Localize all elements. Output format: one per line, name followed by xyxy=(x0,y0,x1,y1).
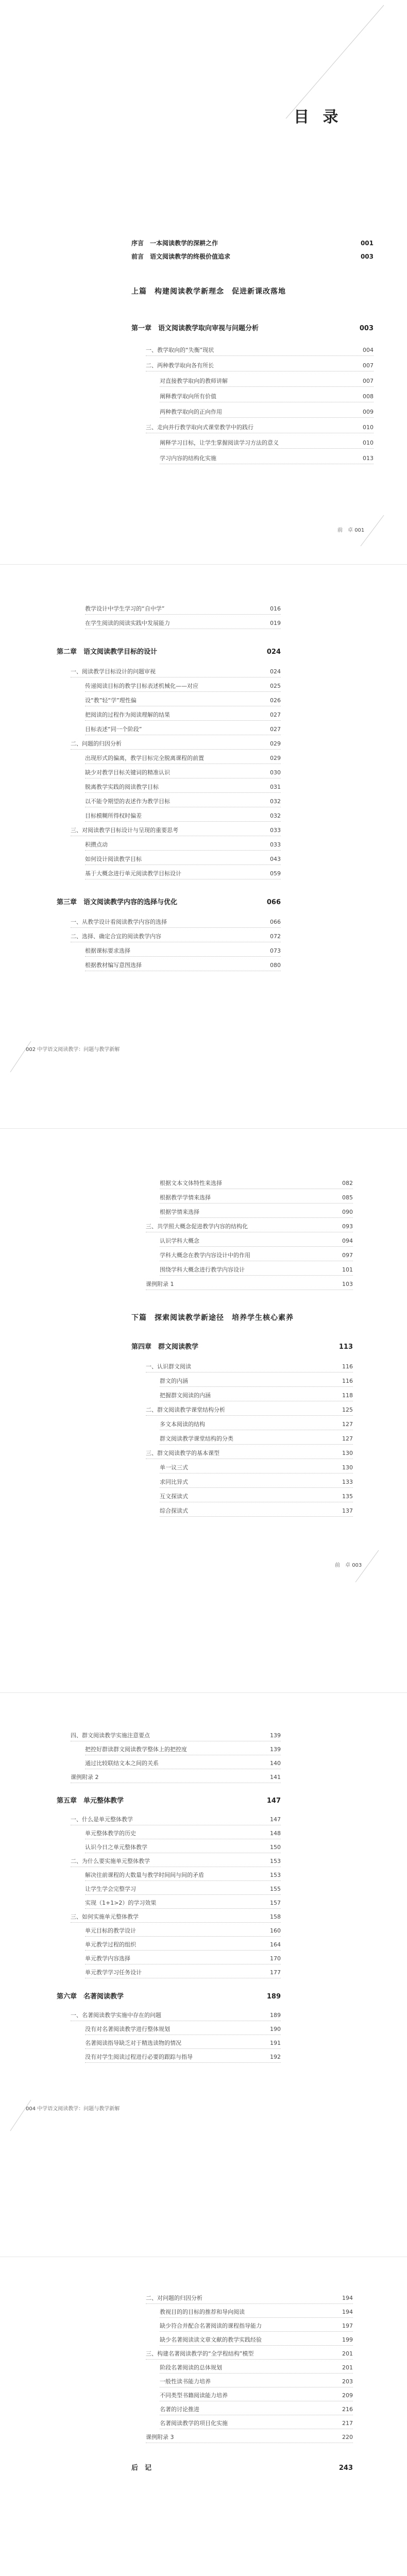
entry-title: 把握群文阅读的内涵 xyxy=(160,1391,213,1401)
entry-title: 四、群文阅读教学实施注意要点 xyxy=(71,1731,152,1741)
entry-page: 016 xyxy=(268,604,281,614)
entry-title: 教学设计中学生学习的“自中学” xyxy=(85,604,166,614)
entry-page: 220 xyxy=(340,2432,353,2443)
entry-title: 两种教学取向的正向作用 xyxy=(160,407,224,417)
entry-page: 197 xyxy=(340,2321,353,2331)
entry-page: 147 xyxy=(265,1796,281,1806)
entry-title: 教视目的的目标的推荐和导向阅读 xyxy=(160,2307,247,2317)
entry-title: 一、教学取向的“失衡”现状 xyxy=(146,345,216,355)
entry-page: 139 xyxy=(268,1731,281,1741)
entry-title: 课例附录 2 xyxy=(71,1772,101,1783)
entry-page: 157 xyxy=(268,1898,281,1908)
entry-title: 缺少符合并配合名著阅读的课程指导能力 xyxy=(160,2321,264,2331)
entry-title: 把阅读的过程作为阅读理解的结果 xyxy=(85,710,172,720)
entry-title: 一般性读书能力培养 xyxy=(160,2377,213,2387)
entry-title: 互文探读式 xyxy=(160,1492,190,1502)
entry-title: 单元教学学习任务设计 xyxy=(85,1968,144,1978)
entry-page: 201 xyxy=(340,2363,353,2373)
entry-page: 103 xyxy=(340,1279,353,1290)
entry-title: 根据学情来选择 xyxy=(160,1207,201,1217)
footer-page-number: 002 xyxy=(26,1047,36,1053)
entry-page: 137 xyxy=(340,1506,353,1516)
entry-title: 在学生阅读的阅读实践中发展能力 xyxy=(85,618,172,629)
entry-page: 029 xyxy=(268,739,281,749)
toc-page-4 xyxy=(0,1693,407,2257)
entry-page: 209 xyxy=(340,2391,353,2401)
entry-title: 阐释学习目标，让学生掌握阅读学习方法的意义 xyxy=(160,438,281,448)
toc-page-2 xyxy=(0,565,407,1128)
entry-title: 阶段名著阅读的总体规划 xyxy=(160,2363,224,2373)
entry-page: 140 xyxy=(268,1758,281,1769)
entry-title: 脱离教学实践的阅读教学目标 xyxy=(85,782,161,792)
entry-page: 080 xyxy=(268,960,281,971)
entry-page: 019 xyxy=(268,618,281,629)
entry-title: 单元教学过程的组织 xyxy=(85,1940,138,1950)
entry-page: 003 xyxy=(359,251,374,262)
toc-page-3 xyxy=(0,1129,407,1692)
entry-title: 三、走向并行教学取向式课堂教学中的践行 xyxy=(146,422,256,433)
entry-title: 二、问题的归因分析 xyxy=(71,739,124,749)
entry-page: 059 xyxy=(268,869,281,879)
entry-title: 根据教材编写意图选择 xyxy=(85,960,144,971)
entry-page: 026 xyxy=(268,696,281,706)
entry-title: 对直接教学取向的教师讲解 xyxy=(160,376,230,386)
entry-title: 实现（1+1>2）的学习效果 xyxy=(85,1898,158,1908)
entry-title: 第六章 名著阅读教学 xyxy=(57,1992,126,2002)
entry-title: 出现形式的偏离，教学目标完全脱离课程的前置 xyxy=(85,753,206,764)
entry-title: 三、构建名著阅读教学的“全学程结构”模型 xyxy=(146,2349,256,2359)
entry-page: 216 xyxy=(340,2404,353,2415)
entry-title: 学科大概念在教学内容设计中的作用 xyxy=(160,1250,252,1261)
entry-title: 三、对阅读教学目标设计与呈现的重要思考 xyxy=(71,825,180,836)
entry-title: 单一议三式 xyxy=(160,1463,190,1473)
entry-title: 根据课标要求选择 xyxy=(85,946,132,956)
entry-page: 135 xyxy=(340,1492,353,1502)
entry-page: 030 xyxy=(268,768,281,778)
footer-label: 前 卓 xyxy=(335,1563,350,1568)
entry-title: 一、什么是单元整体教学 xyxy=(71,1815,135,1825)
entry-page: 189 xyxy=(268,2010,281,2021)
entry-page: 130 xyxy=(340,1448,353,1459)
entry-page: 072 xyxy=(268,931,281,942)
entry-title: 一、认识群文阅读 xyxy=(146,1362,193,1372)
entry-page: 031 xyxy=(268,782,281,792)
entry-page: 032 xyxy=(268,796,281,807)
entry-title: 三、群文阅读教学的基本课型 xyxy=(146,1448,222,1459)
entry-title: 多文本阅读的结构 xyxy=(160,1419,207,1430)
footer-label: 前 卓 xyxy=(337,528,353,533)
entry-title: 没有对学生阅读过程进行必要的跟踪与指导 xyxy=(85,2052,195,2062)
footer-diagonal-line xyxy=(0,565,407,1128)
entry-page: 009 xyxy=(361,407,374,417)
entry-title: 认识学科大概念 xyxy=(160,1236,201,1246)
entry-page: 025 xyxy=(268,681,281,691)
entry-title: 第五章 单元整体教学 xyxy=(57,1796,126,1806)
entry-title: 传递阅读目标的教学目标表述机械化——对应 xyxy=(85,681,200,691)
entry-page: 010 xyxy=(361,438,374,448)
part-two-heading: 下篇 探索阅读教学新途径 培养学生核心素养 xyxy=(131,1314,294,1322)
entry-page: 148 xyxy=(268,1828,281,1839)
toc-page-5 xyxy=(0,2257,407,2576)
entry-page: 116 xyxy=(340,1362,353,1372)
entry-page: 130 xyxy=(340,1463,353,1473)
entry-page: 127 xyxy=(340,1434,353,1444)
entry-page: 113 xyxy=(337,1342,353,1352)
entry-title: 基于大概念进行单元阅读教学目标设计 xyxy=(85,869,183,879)
entry-title: 把控好群读群文阅读教学整体上的把控度 xyxy=(85,1744,189,1755)
entry-title: 阐释教学取向所有价值 xyxy=(160,392,218,402)
entry-title: 设“教”轻“学”理性偏 xyxy=(85,696,139,706)
entry-page: 001 xyxy=(359,238,374,248)
entry-page: 164 xyxy=(268,1940,281,1950)
entry-page: 139 xyxy=(268,1744,281,1755)
entry-title: 单元整体教学的历史 xyxy=(85,1828,138,1839)
entry-page: 141 xyxy=(268,1772,281,1783)
entry-page: 127 xyxy=(340,1419,353,1430)
entry-title: 求同比异式 xyxy=(160,1477,190,1487)
toc-heading: 目 录 xyxy=(294,108,343,126)
entry-page: 150 xyxy=(268,1842,281,1853)
entry-title: 缺少对教学目标关键词的精准认识 xyxy=(85,768,172,778)
entry-page: 153 xyxy=(268,1870,281,1880)
entry-page: 093 xyxy=(340,1222,353,1232)
entry-page: 003 xyxy=(358,324,374,334)
entry-title: 名著的讨论推进 xyxy=(160,2404,201,2415)
entry-page: 027 xyxy=(268,710,281,720)
entry-title: 一、从教学设计看阅读教学内容的选择 xyxy=(71,917,169,927)
entry-title: 目标模糊所得权时偏差 xyxy=(85,811,144,821)
entry-page: 024 xyxy=(265,647,281,657)
entry-page: 147 xyxy=(268,1815,281,1825)
entry-title: 课例附录 3 xyxy=(146,2432,176,2443)
entry-page: 007 xyxy=(361,361,374,371)
entry-page: 194 xyxy=(340,2293,353,2303)
entry-page: 004 xyxy=(361,345,374,355)
footer-book-title: 中学语文阅读教学：问题与教学新解 xyxy=(37,2106,120,2112)
entry-title: 解决往前课程的大数量与教学时间间与间的矛盾 xyxy=(85,1870,206,1880)
entry-page: 066 xyxy=(268,917,281,927)
footer-diagonal-line xyxy=(0,1129,407,1692)
entry-page: 133 xyxy=(340,1477,353,1487)
entry-title: 一、名著阅读教学实施中存在的问题 xyxy=(71,2010,163,2021)
entry-page: 243 xyxy=(337,2463,353,2473)
entry-page: 118 xyxy=(340,1391,353,1401)
entry-title: 让学生学会完整学习 xyxy=(85,1884,138,1894)
entry-page: 192 xyxy=(268,2052,281,2062)
entry-title: 后 记 xyxy=(131,2463,154,2473)
entry-title: 二、对问题的归因分析 xyxy=(146,2293,205,2303)
footer-diagonal-line xyxy=(0,2257,407,2576)
entry-page: 032 xyxy=(268,811,281,821)
entry-title: 综合探读式 xyxy=(160,1506,190,1516)
entry-page: 008 xyxy=(361,392,374,402)
entry-title: 学习内容的结构化实施 xyxy=(160,453,218,464)
entry-page: 101 xyxy=(340,1265,353,1275)
entry-page: 033 xyxy=(268,840,281,850)
entry-title: 根据文本文体特性来选择 xyxy=(160,1178,224,1189)
entry-title: 单元教学内容选择 xyxy=(85,1954,132,1964)
entry-page: 033 xyxy=(268,825,281,836)
entry-page: 199 xyxy=(340,2335,353,2345)
entry-page: 177 xyxy=(268,1968,281,1978)
entry-title: 根据教学学情来选择 xyxy=(160,1193,213,1203)
entry-page: 170 xyxy=(268,1954,281,1964)
entry-page: 094 xyxy=(340,1236,353,1246)
entry-page: 190 xyxy=(268,2024,281,2035)
entry-page: 073 xyxy=(268,946,281,956)
entry-page: 155 xyxy=(268,1884,281,1894)
entry-title: 群文的内涵 xyxy=(160,1376,190,1386)
part-one-heading: 上篇 构建阅读教学新理念 促进新课改落地 xyxy=(131,287,286,296)
entry-title: 二、为什么要实施单元整体教学 xyxy=(71,1856,152,1867)
entry-title: 二、群文阅读教学课堂结构分析 xyxy=(146,1405,227,1415)
entry-title: 认识今日之单元整体教学 xyxy=(85,1842,149,1853)
entry-title: 二、两种教学取向各有所长 xyxy=(146,361,216,371)
entry-title: 第三章 语文阅读教学内容的选择与优化 xyxy=(57,897,179,908)
entry-title: 名著阅读指导缺乏对于精选读物的情况 xyxy=(85,2038,183,2048)
entry-page: 010 xyxy=(361,422,374,433)
footer-diagonal-line xyxy=(0,1693,407,2257)
entry-page: 027 xyxy=(268,724,281,735)
entry-page: 160 xyxy=(268,1926,281,1936)
footer-page-number: 004 xyxy=(26,2106,36,2112)
entry-title: 单元目标的教学设计 xyxy=(85,1926,138,1936)
entry-page: 082 xyxy=(340,1178,353,1189)
entry-title: 课例附录 1 xyxy=(146,1279,176,1290)
footer-book-title: 中学语文阅读教学：问题与教学新解 xyxy=(37,1047,120,1053)
toc-page-1 xyxy=(0,0,407,564)
entry-page: 007 xyxy=(361,376,374,386)
footer-page-number: 003 xyxy=(352,1563,362,1568)
entry-page: 097 xyxy=(340,1250,353,1261)
entry-page: 013 xyxy=(361,453,374,464)
entry-title: 第四章 群文阅读教学 xyxy=(131,1342,200,1352)
entry-page: 043 xyxy=(268,854,281,865)
entry-page: 194 xyxy=(340,2307,353,2317)
page-footer xyxy=(26,2104,120,2112)
entry-title: 目标表述“同一个阶段” xyxy=(85,724,144,735)
entry-title: 第二章 语文阅读教学目标的设计 xyxy=(57,647,159,657)
entry-title: 通过比较联结文本之间的关系 xyxy=(85,1758,161,1769)
entry-page: 203 xyxy=(340,2377,353,2387)
entry-title: 缺少名著阅读读文章文献的教学实践经验 xyxy=(160,2335,264,2345)
entry-title: 三、共学照大概念促进教学内容的结构化 xyxy=(146,1222,250,1232)
entry-title: 围绕学科大概念进行教学内容设计 xyxy=(160,1265,247,1275)
entry-title: 一、阅读教学目标设计的问题审视 xyxy=(71,667,158,677)
entry-page: 189 xyxy=(265,1992,281,2002)
footer-page-number: 001 xyxy=(354,528,365,533)
entry-page: 191 xyxy=(268,2038,281,2048)
entry-page: 125 xyxy=(340,1405,353,1415)
entry-title: 序言 一本阅读教学的深耕之作 xyxy=(131,238,220,248)
entry-page: 090 xyxy=(340,1207,353,1217)
entry-page: 024 xyxy=(268,667,281,677)
entry-title: 没有对名著阅读教学进行整体规划 xyxy=(85,2024,172,2035)
entry-title: 积攒点动 xyxy=(85,840,110,850)
entry-page: 217 xyxy=(340,2418,353,2429)
entry-title: 前言 语文阅读教学的终极价值追求 xyxy=(131,251,232,262)
entry-title: 以不能令期望的表述作为教学目标 xyxy=(85,796,172,807)
entry-page: 116 xyxy=(340,1376,353,1386)
entry-page: 153 xyxy=(268,1856,281,1867)
entry-page: 029 xyxy=(268,753,281,764)
entry-page: 158 xyxy=(268,1912,281,1922)
entry-title: 如何设计阅读教学目标 xyxy=(85,854,144,865)
entry-title: 三、如何实施单元整体教学 xyxy=(71,1912,141,1922)
page-footer xyxy=(26,1045,120,1053)
entry-title: 群文阅读教学课堂结构的分类 xyxy=(160,1434,235,1444)
entry-page: 066 xyxy=(265,897,281,908)
entry-page: 085 xyxy=(340,1193,353,1203)
entry-title: 二、选择、确定合宜的阅读教学内容 xyxy=(71,931,163,942)
footer-diagonal-line xyxy=(0,0,407,564)
entry-title: 名著阅读教学的项目化实施 xyxy=(160,2418,230,2429)
entry-title: 第一章 语文阅读教学取向审视与问题分析 xyxy=(131,324,261,334)
entry-title: 不同类型书籍阅读能力培养 xyxy=(160,2391,230,2401)
entry-page: 201 xyxy=(340,2349,353,2359)
